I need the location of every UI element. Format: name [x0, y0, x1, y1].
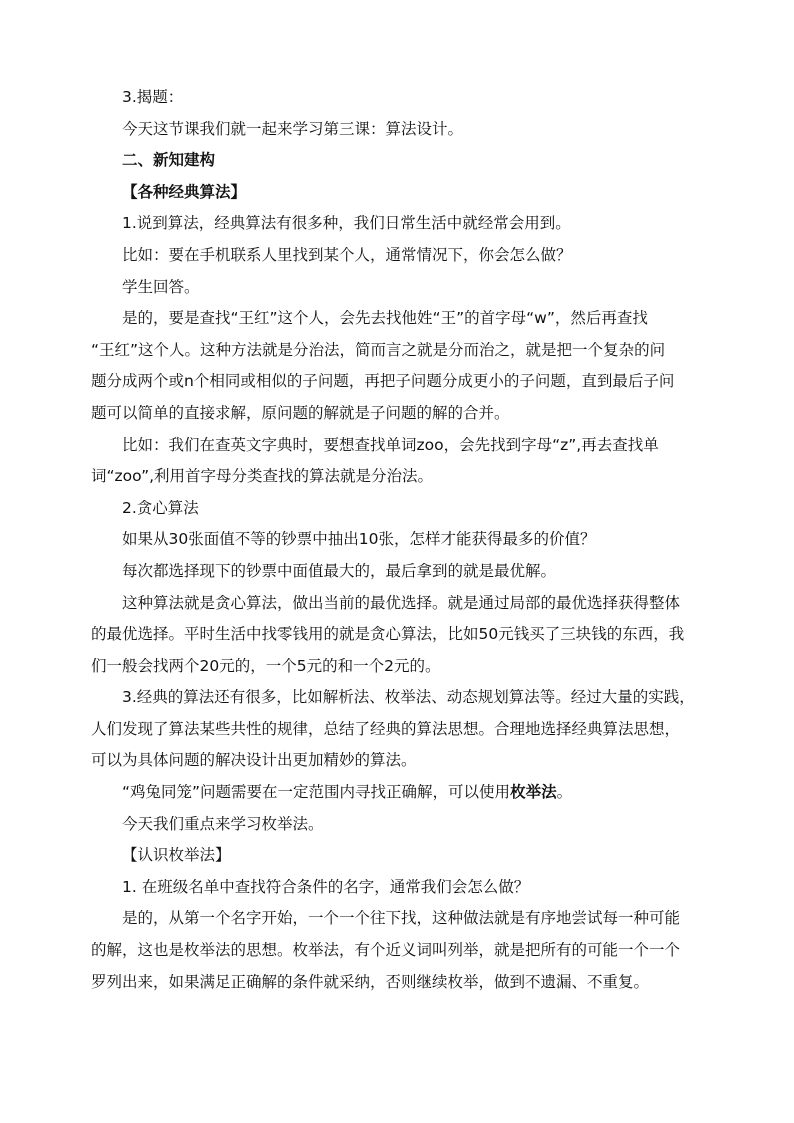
text-line: [91, 714, 703, 746]
text-line-content: 每次都选择现下的钞票中面值最大的，最后拿到的就是最优解。: [122, 561, 557, 580]
text-line: [91, 556, 703, 588]
text-line: [91, 145, 703, 177]
text-line-content: 2.贪心算法: [122, 498, 199, 517]
text-line-content: 如果从30张面值不等的钞票中抽出10张，怎样才能获得最多的价值？: [122, 530, 596, 549]
text-line-content: 的最优选择。平时生活中找零钱用的就是贪心算法，比如50元钱买了三块钱的东西，我: [91, 625, 685, 644]
text-line-content: 3.揭题：: [122, 88, 184, 106]
text-line-content: 题分成两个或n个相同或相似的子问题，再把子问题分成更小的子问题，直到最后子问: [91, 372, 675, 391]
text-line-content: 【认识枚举法】: [122, 846, 231, 865]
text-line: [91, 935, 703, 967]
text-line-content: 词“zoo”,利用首字母分类查找的算法就是分治法。: [91, 467, 434, 486]
text-line-content: 这种算法就是贪心算法，做出当前的最优选择。就是通过局部的最优选择获得整体: [122, 593, 681, 612]
text-line: [91, 430, 703, 462]
text-line-content: 的解，这也是枚举法的思想。枚举法，有个近义词叫列举，就是把所有的可能一个一个: [91, 941, 681, 960]
text-line-content: 1. 在班级名单中查找符合条件的名字，通常我们会怎么做？: [122, 877, 530, 896]
text-line-content: 今天我们重点来学习枚举法。: [122, 814, 324, 833]
text-line: [91, 208, 703, 240]
text-line-content: 3.经典的算法还有很多，比如解析法、枚举法、动态规划算法等。经过大量的实践，: [122, 688, 695, 707]
text-line: [91, 651, 703, 683]
text-line: [91, 82, 703, 114]
text-line-content: 可以为具体问题的解决设计出更加精妙的算法。: [91, 751, 417, 770]
text-line: [91, 366, 703, 398]
text-line: [91, 240, 703, 272]
text-line: [91, 177, 703, 209]
text-line-content: 比如：要在手机联系人里找到某个人，通常情况下，你会怎么做？: [122, 245, 572, 264]
text-line: [91, 272, 703, 304]
text-line-content: 是的，从第一个名字开始，一个一个往下找，这种做法就是有序地尝试每一种可能: [122, 909, 681, 928]
text-line-content: 【各种经典算法】: [122, 182, 247, 201]
text-line-content: “王红”这个人。这种方法就是分治法，简而言之就是分而治之，就是把一个复杂的问: [91, 340, 666, 359]
text-line-content: 罗列出来，如果满足正确解的条件就采纳，否则继续枚举，做到不遗漏、不重复。: [91, 972, 650, 991]
text-line-content: 1.说到算法，经典算法有很多种，我们日常生活中就经常会用到。: [122, 214, 571, 233]
text-line: [91, 619, 703, 651]
text-line-content: 是的，要是查找“王红”这个人，会先去找他姓“王”的首字母“w”，然后再查找: [122, 309, 648, 328]
text-line-content: 学生回答。: [122, 277, 200, 296]
text-line-content: 题可以简单的直接求解，原问题的解就是子问题的解的合并。: [91, 403, 510, 422]
text-line-content: 人们发现了算法某些共性的规律，总结了经典的算法思想。合理地选择经典算法思想，: [91, 719, 681, 738]
text-line: [91, 840, 703, 872]
text-line: [91, 745, 703, 777]
text-line-content: 二、新知建构: [122, 151, 216, 170]
text-line: [91, 967, 703, 999]
text-line: [91, 114, 703, 146]
text-line: [91, 524, 703, 556]
text-line: [91, 903, 703, 935]
text-line: [91, 588, 703, 620]
text-line-content: “鸡兔同笼”问题需要在一定范围内寻找正确解，可以使用: [122, 783, 511, 802]
text-line-content: 今天这节课我们就一起来学习第三课：算法设计。: [122, 119, 464, 138]
text-line: [91, 303, 703, 335]
text-line: [91, 809, 703, 841]
text-line: [91, 461, 703, 493]
text-line-tail: 。: [556, 783, 573, 802]
text-line: [91, 493, 703, 525]
text-line: [91, 398, 703, 430]
text-line-content: 比如：我们在查英文字典时，要想查找单词zoo，会先找到字母“z”,再去查找单: [122, 435, 659, 454]
text-line-content: 们一般会找两个20元的，一个5元的和一个2元的。: [91, 656, 441, 675]
bold-term: 枚举法: [510, 783, 557, 802]
text-line: [91, 777, 703, 809]
text-line: [91, 335, 703, 367]
document-body: [91, 82, 703, 998]
text-line: [91, 872, 703, 904]
text-line: [91, 682, 703, 714]
